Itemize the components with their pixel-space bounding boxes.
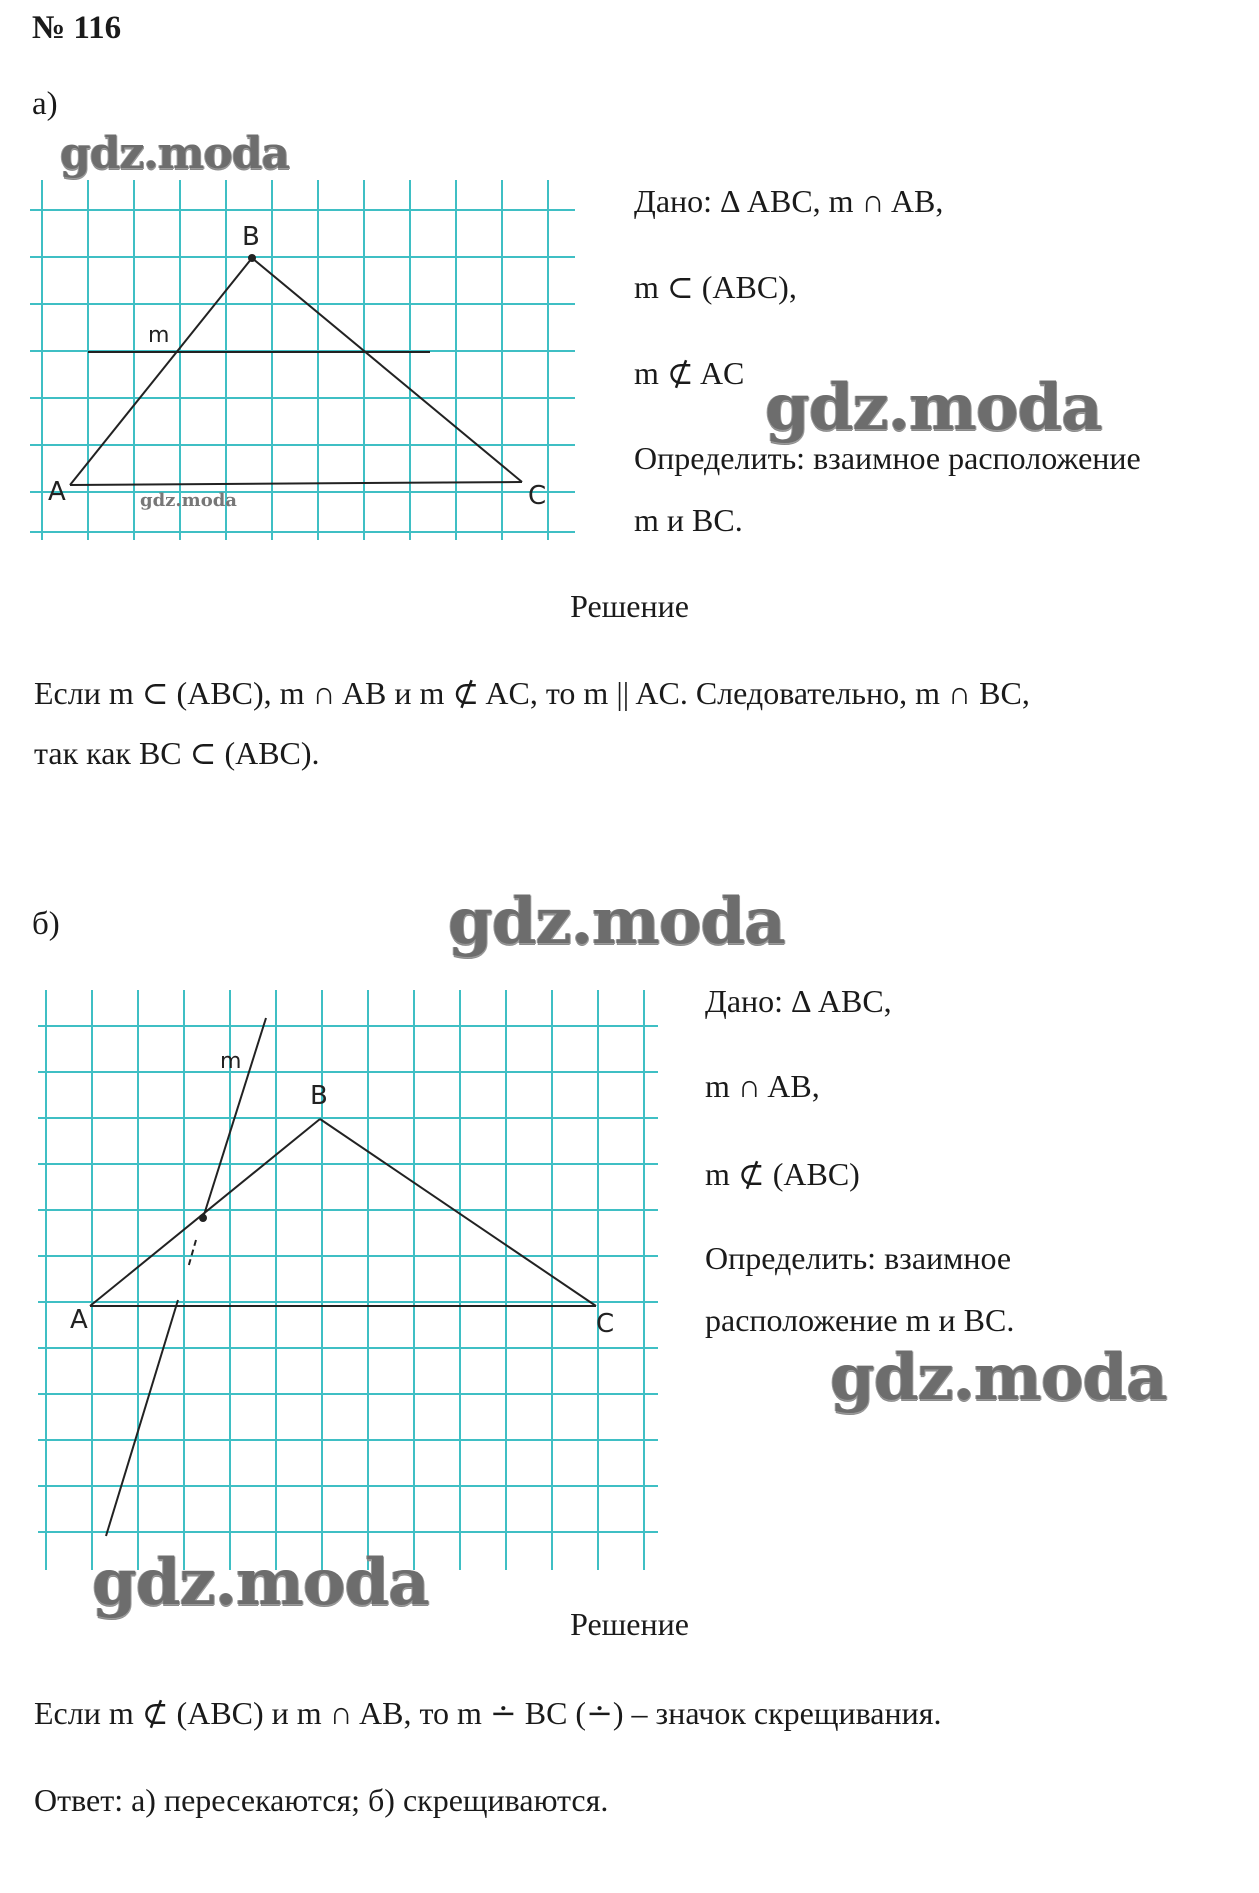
- watermark: gdz.moda: [765, 370, 1102, 445]
- grid-b: [38, 990, 658, 1570]
- answer: Ответ: а) пересекаются; б) скрещиваются.: [34, 1782, 609, 1818]
- figure-b: [38, 990, 658, 1570]
- given-a-line-4: Определить: взаимное расположение: [634, 440, 1141, 476]
- vertex-a-label: A: [48, 477, 66, 507]
- line-m-hidden: [188, 1240, 196, 1268]
- vertex-b-point: [248, 254, 256, 262]
- grid-a: [30, 180, 575, 540]
- watermark: gdz.moda: [830, 1340, 1167, 1415]
- side-bc: [320, 1119, 596, 1306]
- vertex-b-label: B: [242, 222, 260, 252]
- part-b-label: б): [32, 906, 60, 942]
- watermark-small: gdz.moda: [140, 490, 237, 511]
- line-m-label: m: [148, 323, 170, 348]
- solution-a-line-2: так как BC ⊂ (ABC).: [34, 735, 320, 771]
- part-a-label: а): [32, 86, 58, 122]
- vertex-c-label: C: [596, 1309, 615, 1339]
- given-a-line-3: m ⊄ AC: [634, 355, 745, 391]
- given-a-line-5: m и BC.: [634, 502, 743, 538]
- given-b-line-3: m ⊄ (ABC): [705, 1156, 860, 1192]
- given-b-line-5: расположение m и BC.: [705, 1302, 1015, 1338]
- side-ac: [70, 482, 522, 485]
- given-b-line-1: Дано: Δ ABC,: [705, 983, 892, 1019]
- side-bc: [252, 258, 522, 482]
- given-b-line-2: m ∩ AB,: [705, 1068, 820, 1104]
- line-m-lower: [106, 1300, 178, 1536]
- solution-b-line: Если m ⊄ (ABC) и m ∩ AB, то m ∸ BC (∸) – значок скрещивания.: [34, 1695, 942, 1731]
- vertex-b-label: B: [310, 1081, 328, 1111]
- intersection-point: [199, 1214, 207, 1222]
- vertex-c-label: C: [528, 481, 547, 511]
- watermark: gdz.moda: [448, 884, 785, 959]
- solution-a-heading: Решение: [570, 588, 689, 624]
- watermark: gdz.moda: [92, 1545, 429, 1620]
- problem-number: № 116: [32, 10, 122, 46]
- given-b-line-4: Определить: взаимное: [705, 1240, 1012, 1276]
- figure-a: [30, 180, 575, 540]
- given-a-line-2: m ⊂ (ABC),: [634, 269, 797, 305]
- solution-a-line-1: Если m ⊂ (ABC), m ∩ AB и m ⊄ AC, то m || AC. Следовательно, m ∩ BC,: [34, 675, 1030, 711]
- given-a-line-1: Дано: Δ ABC, m ∩ AB,: [634, 183, 944, 219]
- vertex-a-label: A: [70, 1305, 88, 1335]
- line-m-label: m: [220, 1049, 242, 1074]
- watermark: gdz.moda: [60, 128, 290, 179]
- side-ab: [70, 258, 252, 485]
- solution-b-heading: Решение: [570, 1606, 689, 1642]
